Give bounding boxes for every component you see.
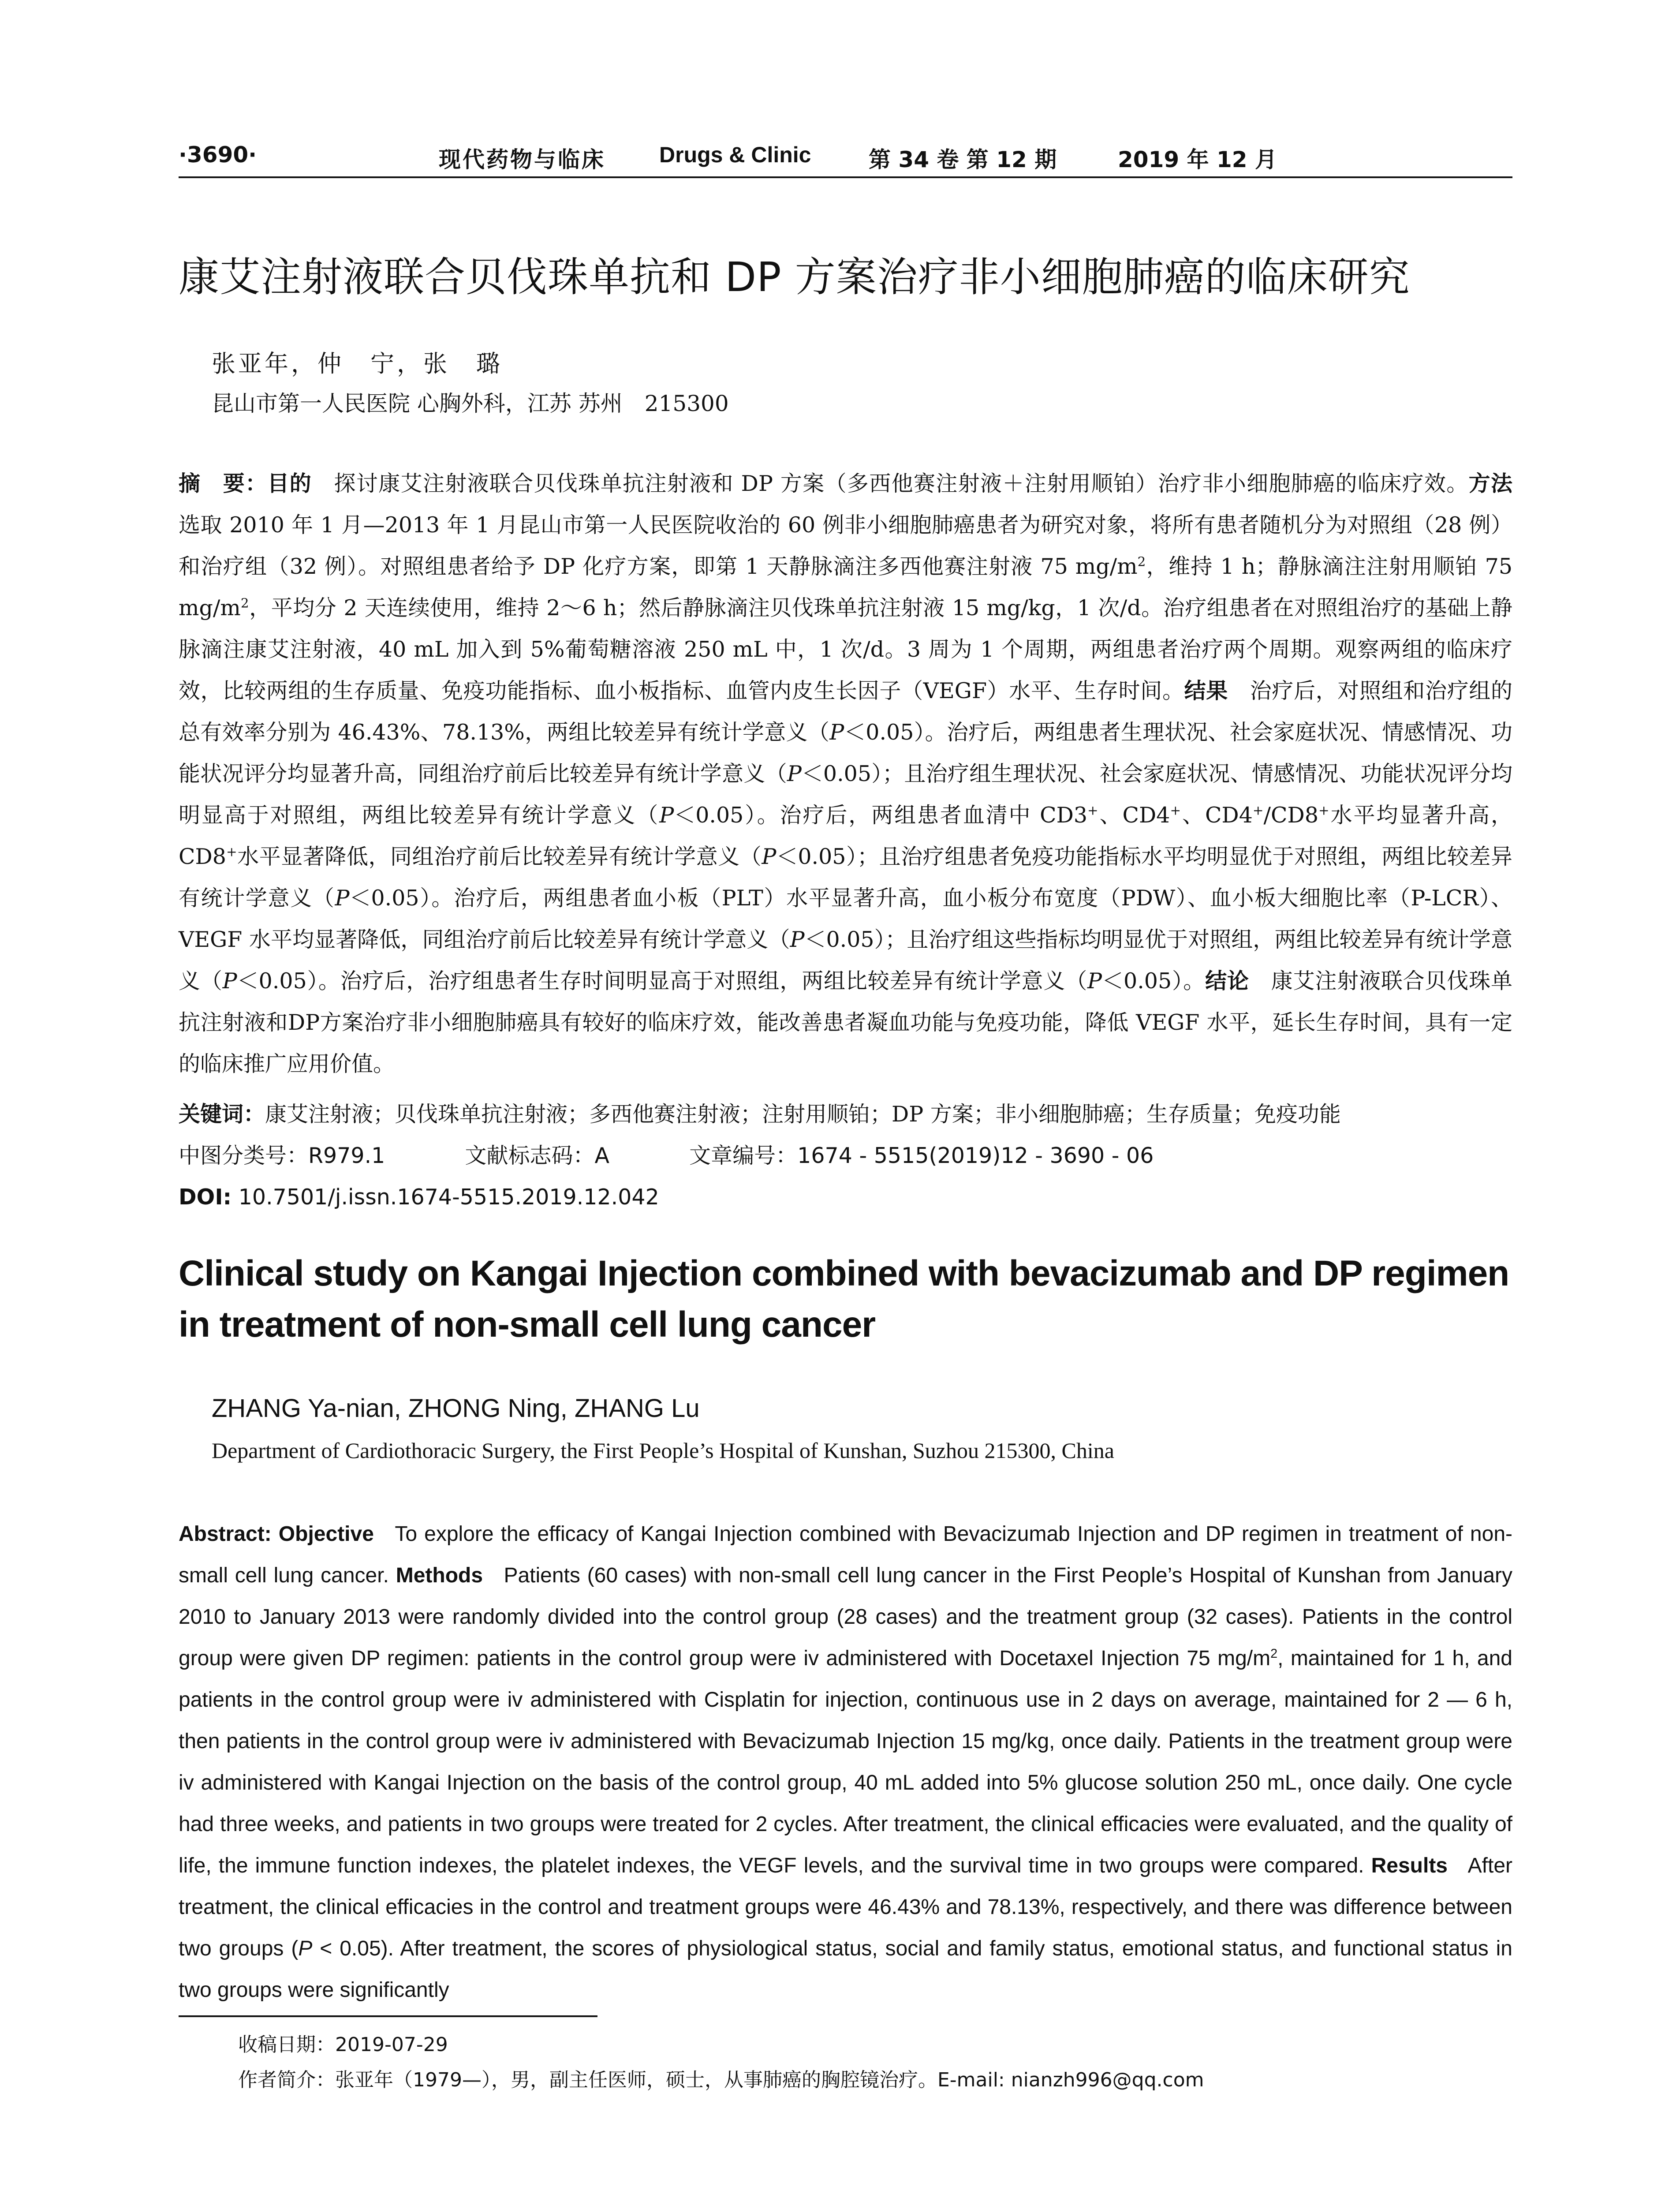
abstract-label-cn: 摘 要： <box>179 471 268 496</box>
results-text-cn: ＜0.05）；且治疗组生理状况、社会家庭状况、情感情况、功能状况评分均明显高于对照组，两组比较差异有统计学意义（ <box>179 761 1512 828</box>
methods-text-cn: 选取 2010 年 1 月—2013 年 1 月昆山市第一人民医院收治的 60 例非小细胞肺癌患者为研究对象，将所有患者随机分为对照组（28 例）和治疗组（32 例）。对照组患者给予 DP 化疗方案，即第 1 天静脉滴注多西他赛注射液 75 mg/m <box>179 512 1512 579</box>
conclusion-text-cn: 康艾注射液联合贝伐珠单抗注射液和DP方案治疗非小细胞肺癌具有较好的临床疗效，能改善患者凝血功能与免疫功能，降低 VEGF 水平，延长生存时间，具有一定的临床推广应用价值。 <box>179 968 1512 1076</box>
authors-english: ZHANG Ya-nian, ZHONG Ning, ZHANG Lu <box>212 1394 700 1423</box>
author-bio: 作者简介：张亚年（1979—），男，副主任医师，硕士，从事肺癌的胸腔镜治疗。E-mail: nianzh996@qq.com <box>238 2069 1204 2091</box>
header-rule <box>179 176 1512 178</box>
methods-text-cn: ，维持 1 h；静脉滴注注射用顺铂 75 mg/m <box>179 554 1513 620</box>
keywords-label: 关键词： <box>179 1102 265 1127</box>
superscript: + <box>226 844 237 860</box>
p-value-symbol: P <box>298 1937 313 1960</box>
article-number: 文章编号：1674 - 5515(2019)12 - 3690 - 06 <box>689 1143 1154 1168</box>
superscript: + <box>1170 803 1181 818</box>
results-text-cn: 治疗后，对照组和治疗组的总有效率分别为 46.43%、78.13%，两组比较差异有统计学意义（ <box>179 678 1512 745</box>
results-text-cn: 、CD4 <box>1181 803 1253 828</box>
superscript: 2 <box>1137 554 1146 569</box>
clc-number: 中图分类号：R979.1 <box>179 1143 385 1168</box>
p-value-symbol: P <box>762 844 777 869</box>
superscript: + <box>1252 803 1264 818</box>
p-value-symbol: P <box>787 761 802 786</box>
results-text-cn: ＜0.05）。治疗后，治疗组患者生存时间明显高于对照组，两组比较差异有统计学意义（ <box>237 968 1088 994</box>
running-header <box>179 142 1512 177</box>
p-value-symbol: P <box>659 803 674 828</box>
objective-label-cn: 目的 <box>267 471 312 496</box>
issue-date: 2019 年 12 月 <box>1118 147 1277 172</box>
p-value-symbol: P <box>1087 968 1102 994</box>
abstract-objective-label-en: Abstract: Objective <box>179 1522 374 1546</box>
document-code: 文献标志码：A <box>465 1143 610 1168</box>
methods-text-en: Patients (60 cases) with non-small cell lung cancer in the First People’s Hospital of Kunshan from January 2010 to January 2013 were randomly divided into the control group (28 cases) and the treatment group (32 cases). Patients in the control group were given DP regimen: patients in the control group were iv administered with Docetaxel Injection 75 mg/m <box>179 1564 1512 1670</box>
methods-text-cn: ，平均分 2 天连续使用，维持 2～6 h；然后静脉滴注贝伐珠单抗注射液 15 mg/kg，1 次/d。治疗组患者在对照组治疗的基础上静脉滴注康艾注射液，40 mL 加入到 5%葡萄糖溶液 250 mL 中，1 次/d。3 周为 1 个周期，两组患者治疗两个周期。观察两组的临床疗效，比较两组的生存质量、免疫功能指标、血小板指标、血管内皮生长因子（VEGF）水平、生存时间。 <box>179 595 1512 703</box>
p-value-symbol: P <box>222 968 237 994</box>
superscript: 2 <box>1270 1647 1278 1661</box>
abstract-chinese <box>179 463 1512 1085</box>
p-value-symbol: P <box>829 720 844 745</box>
affiliation-english: Department of Cardiothoracic Surgery, the First People’s Hospital of Kunshan, Suzhou 215300, China <box>212 1438 1114 1463</box>
methods-text-en: , maintained for 1 h, and patients in the control group were iv administered with Cisplatin for injection, continuous use in 2 days on average, maintained for 2 — 6 h, then patients in the control group were iv administered with Bevacizumab Injection 15 mg/kg, once daily. Patients in the treatment group were iv administered with Kangai Injection on the basis of the control group, 40 mL added into 5% glucose solution 250 mL, once daily. One cycle had three weeks, and patients in two groups were treated for 2 cycles. After treatment, the clinical efficacies were evaluated, and the quality of life, the immune function indexes, the platelet indexes, the VEGF levels, and the survival time in two groups were compared. <box>179 1647 1512 1877</box>
methods-label-en: Methods <box>396 1564 483 1587</box>
results-label-cn: 结果 <box>1184 678 1228 703</box>
page-number: ·3690· <box>179 142 257 168</box>
doi-label: DOI: <box>179 1185 232 1210</box>
results-label-en: Results <box>1371 1854 1448 1877</box>
methods-label-cn: 方法 <box>1468 471 1512 496</box>
authors-chinese: 张亚年，仲 宁，张 璐 <box>212 350 503 377</box>
journal-name-cn: 现代药物与临床 <box>439 146 605 172</box>
results-text-cn: ＜0.05）。 <box>1102 968 1206 994</box>
superscript: 2 <box>240 595 249 611</box>
affiliation-chinese: 昆山市第一人民医院 心胸外科，江苏 苏州 215300 <box>212 391 729 416</box>
doi-link[interactable]: 10.7501/j.issn.1674-5515.2019.12.042 <box>238 1185 659 1210</box>
results-text-cn: ＜0.05）；且治疗组患者免疫功能指标水平均明显优于对照组，两组比较差异有统计学意义（ <box>179 844 1512 911</box>
journal-name-en: Drugs & Clinic <box>659 142 811 167</box>
results-text-cn: /CD8 <box>1263 803 1319 828</box>
keywords-text: 康艾注射液；贝伐珠单抗注射液；多西他赛注射液；注射用顺铂；DP 方案；非小细胞肺癌；生存质量；免疫功能 <box>265 1102 1341 1127</box>
p-value-symbol: P <box>335 886 350 911</box>
results-text-cn: 、CD4 <box>1098 803 1170 828</box>
results-text-cn: 水平均显著升高，CD8 <box>179 803 1512 869</box>
received-date: 收稿日期：2019-07-29 <box>238 2033 448 2056</box>
results-text-cn: ＜0.05）。治疗后，两组患者血清中 CD3 <box>674 803 1088 828</box>
objective-text-en: To explore the efficacy of Kangai Injection combined with Bevacizumab Injection and DP regimen in treatment of non-small cell lung cancer. <box>179 1522 1512 1587</box>
results-text-en: < 0.05). After treatment, the scores of physiological status, social and family status, emotional status, and functional status in two groups were significantly <box>179 1937 1512 2002</box>
conclusion-label-cn: 结论 <box>1205 968 1249 994</box>
results-text-cn: 水平显著降低，同组治疗前后比较差异有统计学意义（ <box>237 844 762 869</box>
title-english: Clinical study on Kangai Injection combined with bevacizumab and DP regimen in treatment of non-small cell lung cancer <box>179 1253 1509 1345</box>
results-text-en: After treatment, the clinical efficacies in the control and treatment groups were 46.43% and 78.13%, respectively, and there was difference between two groups ( <box>179 1854 1513 1960</box>
footnote-rule <box>179 2015 597 2017</box>
abstract-english <box>179 1514 1512 2011</box>
keywords-cn <box>179 1094 1512 1135</box>
superscript: + <box>1318 803 1329 818</box>
results-text-cn: ＜0.05）。治疗后，两组患者血小板（PLT）水平显著升高，血小板分布宽度（PDW）、血小板大细胞比率（P-LCR）、VEGF 水平均显著降低，同组治疗前后比较差异有统计学意义（ <box>179 886 1512 952</box>
results-text-cn: ＜0.05）；且治疗组这些指标均明显优于对照组，两组比较差异有统计学意义（ <box>179 927 1512 994</box>
p-value-symbol: P <box>790 927 805 952</box>
title-chinese: 康艾注射液联合贝伐珠单抗和 DP 方案治疗非小细胞肺癌的临床研究 <box>179 254 1410 301</box>
volume-issue: 第 34 卷 第 12 期 <box>869 147 1057 172</box>
superscript: + <box>1087 803 1098 818</box>
classification-line <box>179 1135 1154 1177</box>
results-text-cn: ＜0.05）。治疗后，两组患者生理状况、社会家庭状况、情感情况、功能状况评分均显著升高，同组治疗前后比较差异有统计学意义（ <box>179 720 1513 786</box>
objective-text-cn: 探讨康艾注射液联合贝伐珠单抗注射液和 DP 方案（多西他赛注射液＋注射用顺铂）治疗非小细胞肺癌的临床疗效。 <box>334 471 1469 496</box>
doi-line <box>179 1177 659 1218</box>
